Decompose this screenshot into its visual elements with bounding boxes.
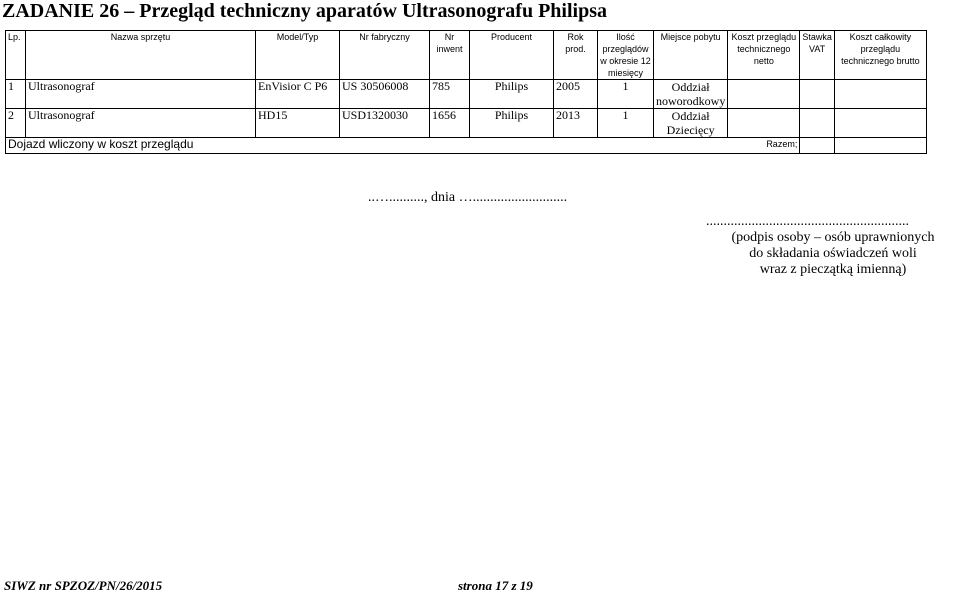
- cell-nr-fabryczny: USD1320030: [340, 109, 430, 138]
- cell-nr-fabryczny: US 30506008: [340, 80, 430, 109]
- cell-producent: Philips: [470, 109, 554, 138]
- razem-vat-cell[interactable]: [800, 138, 835, 154]
- razem-label: Razem;: [766, 139, 798, 149]
- cell-rok: 2013: [554, 109, 598, 138]
- doc-reference: SIWZ nr SPZOZ/PN/26/2015: [4, 578, 163, 593]
- place-date-line: ..….........., dnia …...........................: [368, 190, 568, 205]
- header-producent: Producent: [470, 31, 554, 80]
- cell-nr-inwent: 1656: [430, 109, 470, 138]
- header-rok: Rok prod.: [554, 31, 598, 80]
- cell-producent: Philips: [470, 80, 554, 109]
- cell-nr-inwent: 785: [430, 80, 470, 109]
- signature-block: [706, 214, 960, 278]
- cell-lp: 2: [6, 109, 26, 138]
- header-row: [6, 31, 927, 80]
- signature-line-1: (podpis osoby – osób uprawnionych: [731, 230, 935, 245]
- header-vat: Stawka VAT: [800, 31, 835, 80]
- header-ilosc: Ilość przeglądów w okresie 12 miesięcy: [598, 31, 654, 80]
- signature-dots: ..........................................................: [706, 214, 909, 229]
- header-nr-inwent: Nr inwent: [430, 31, 470, 80]
- header-model: Model/Typ: [256, 31, 340, 80]
- cell-ilosc: 1: [598, 109, 654, 138]
- cell-miejsce: Oddział noworodkowy: [654, 80, 728, 109]
- cell-koszt-brutto[interactable]: [834, 109, 926, 138]
- cell-nazwa: Ultrasonograf: [26, 80, 256, 109]
- cell-nazwa: Ultrasonograf: [26, 109, 256, 138]
- summary-note-cell: [6, 138, 800, 154]
- cell-vat[interactable]: [800, 80, 835, 109]
- travel-note: Dojazd wliczony w koszt przeglądu: [8, 137, 194, 151]
- cell-model: EnVisior C P6: [256, 80, 340, 109]
- cell-koszt-brutto[interactable]: [834, 80, 926, 109]
- header-nazwa: Nazwa sprzętu: [26, 31, 256, 80]
- service-table: [5, 30, 927, 154]
- summary-row: [6, 138, 927, 154]
- cell-koszt-netto[interactable]: [728, 109, 800, 138]
- razem-brutto-cell[interactable]: [834, 138, 926, 154]
- page-title: ZADANIE 26 – Przegląd techniczny aparatów Ultrasonografu Philipsa: [2, 0, 607, 22]
- cell-model: HD15: [256, 109, 340, 138]
- page-number: strona 17 z 19: [458, 578, 533, 593]
- cell-koszt-netto[interactable]: [728, 80, 800, 109]
- header-miejsce: Miejsce pobytu: [654, 31, 728, 80]
- header-koszt-brutto: Koszt całkowity przeglądu technicznego brutto: [834, 31, 926, 80]
- signature-line-2: do składania oświadczeń woli: [749, 246, 917, 261]
- header-lp: Lp.: [6, 31, 26, 80]
- header-nr-fabryczny: Nr fabryczny: [340, 31, 430, 80]
- header-koszt-netto: Koszt przeglądu technicznego netto: [728, 31, 800, 80]
- cell-ilosc: 1: [598, 80, 654, 109]
- signature-line-3: wraz z pieczątką imienną): [759, 262, 907, 277]
- cell-vat[interactable]: [800, 109, 835, 138]
- cell-miejsce: Oddział Dziecięcy: [654, 109, 728, 138]
- cell-rok: 2005: [554, 80, 598, 109]
- table-row: [6, 109, 927, 138]
- cell-lp: 1: [6, 80, 26, 109]
- table-row: [6, 80, 927, 109]
